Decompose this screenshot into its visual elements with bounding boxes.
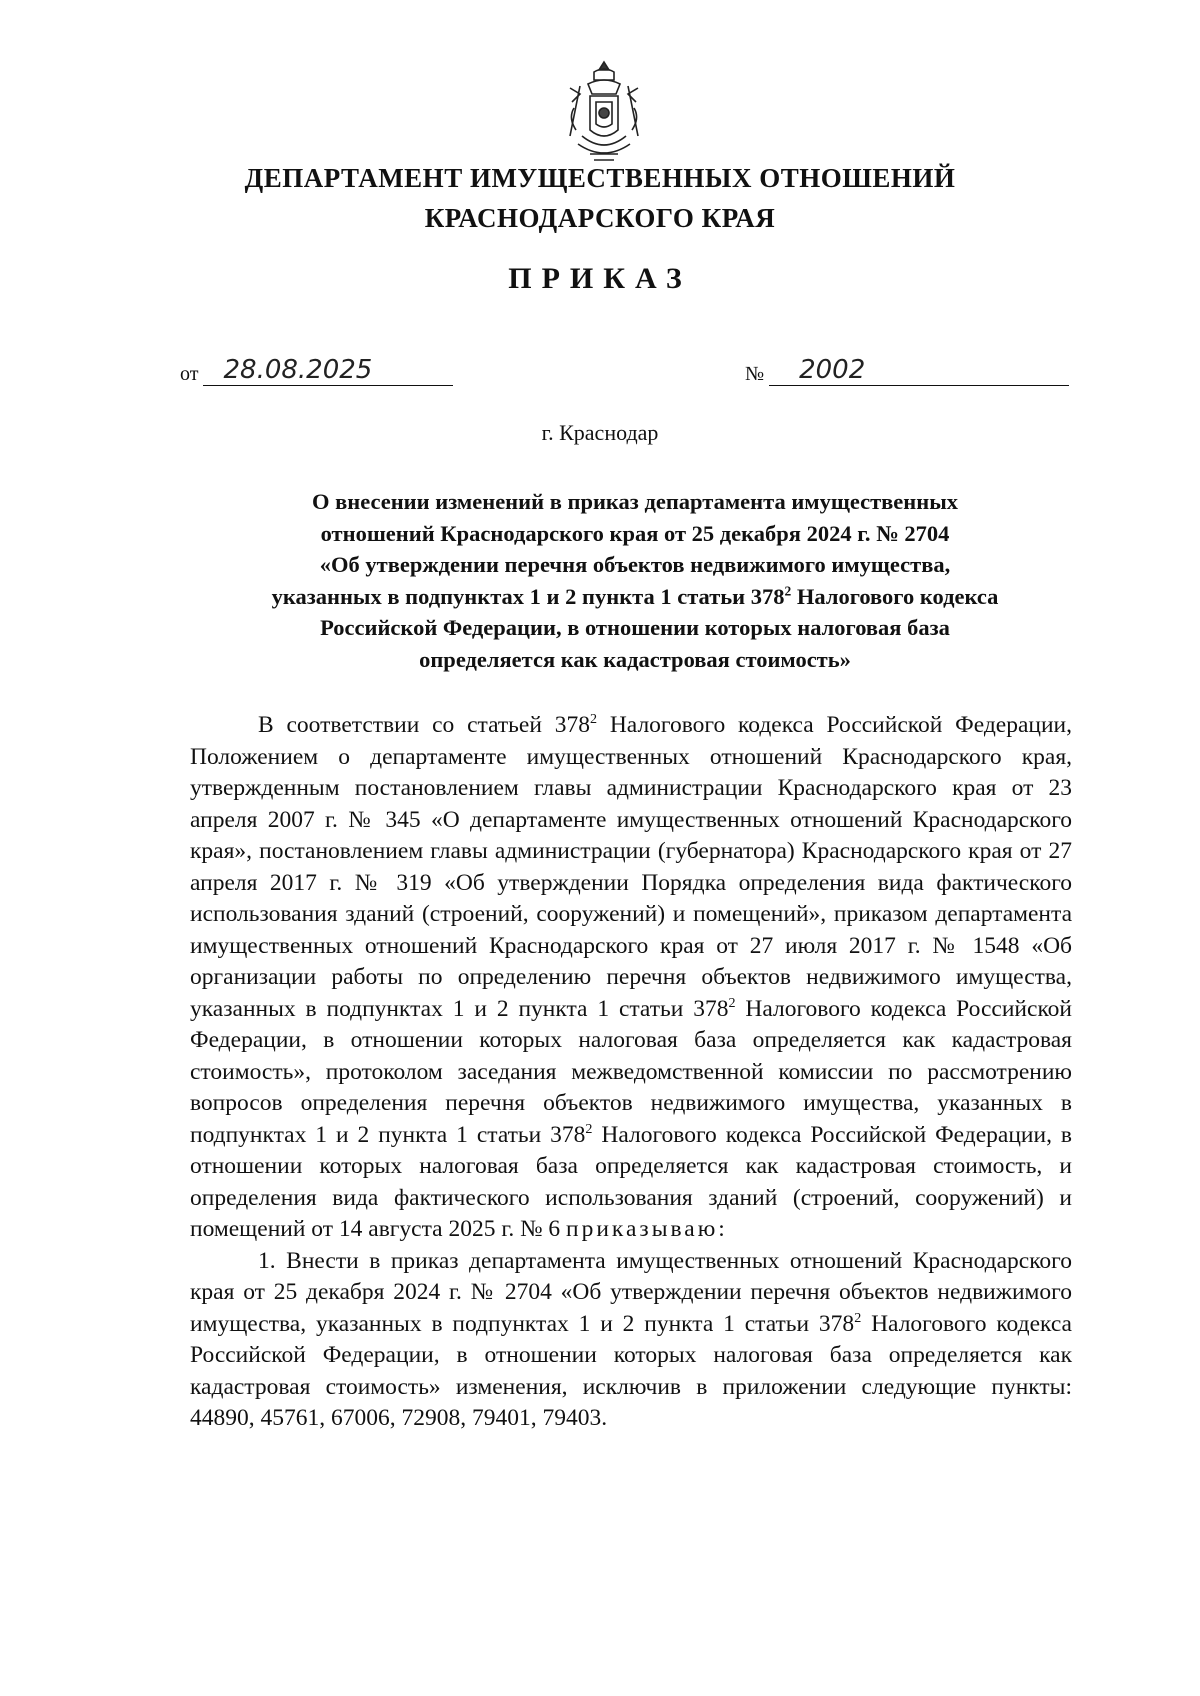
title-line: определяется как кадастровая стоимость» — [419, 646, 851, 672]
number-value: 2002 — [769, 355, 1069, 386]
title-line: О внесении изменений в приказ департамента имущественных — [311, 489, 959, 514]
body-text: Налогового кодекса Российской Федерации, в отношении которых налоговая база определяется как кадастровая стоимость» изменения, исключив в приложении следующие пункты: 44890, 45761, 67006, 72908, 79401, 79403. — [190, 1310, 1072, 1431]
body-text: 1. Внести в приказ департамента имущественных отношений Краснодарского края от 25 декабря 2024 г. № 2704 «Об утверждении перечня объектов недвижимого имущества, указанных в подпунктах 1 и 2 пункта 1 статьи 378 — [190, 1247, 1072, 1337]
number-line — [745, 355, 1069, 386]
title-text: Налогового кодекса — [791, 583, 999, 609]
superscript: 2 — [728, 994, 736, 1011]
superscript: 2 — [784, 583, 792, 599]
body-text: Налогового кодекса Российской Федерации, в отношении которых налоговая база определяется как кадастровая стоимость», протоколом заседания межведомственной комиссии по рассмотрению вопросов определения перечня объектов недвижимого имущества, указанных в подпунктах 1 и 2 пункта 1 статьи 378 — [190, 995, 1072, 1148]
paragraph-item-1 — [190, 1246, 1072, 1435]
document-body — [190, 710, 1072, 1435]
title-line — [200, 581, 1070, 613]
body-text: Налогового кодекса Российской Федерации, в отношении которых налоговая база определяется как кадастровая стоимость, и определения вида фактического использования зданий (строений, сооружений) и помещений от 14 августа 2025 г. № 6 — [190, 1121, 1072, 1242]
title-line: отношений Краснодарского края от 25 декабря 2024 г. № 2704 — [320, 520, 950, 546]
number-label: № — [745, 363, 765, 385]
title-line: Российской Федерации, в отношении которых налоговая база — [320, 615, 950, 641]
order-word: приказываю: — [566, 1216, 728, 1242]
title-line: «Об утверждении перечня объектов недвижимого имущества, — [319, 552, 951, 578]
department-line-2: КРАСНОДАРСКОГО КРАЯ — [424, 203, 776, 233]
city: г. Краснодар — [541, 420, 659, 445]
date-value: 28.08.2025 — [203, 355, 453, 386]
superscript: 2 — [854, 1309, 862, 1326]
date-line — [180, 355, 453, 386]
department-line-1: ДЕПАРТАМЕНТ ИМУЩЕСТВЕННЫХ ОТНОШЕНИЙ — [244, 163, 956, 193]
department-name — [0, 158, 1200, 238]
document-type: ПРИКАЗ — [508, 262, 692, 295]
superscript: 2 — [589, 711, 598, 728]
document-title — [200, 486, 1070, 676]
body-text: Налогового кодекса Российской Федерации, Положением о департаменте имущественных отношений Краснодарского края, утвержденным постановлением главы администрации Краснодарского края от 23 апреля 2007 г. № 345 «О департаменте имущественных отношений Краснодарского края», постановлением главы администрации (губернатора) Краснодарского края от 27 апреля 2017 г. № 319 «Об утверждении Порядка определения вида фактического использования зданий (строений, сооружений) и помещений», приказом департамента имущественных отношений Краснодарского края от 27 июля 2017 г. № 1548 «Об организации работы по определению перечня объектов недвижимого имущества, указанных в подпунктах 1 и 2 пункта 1 статьи 378 — [190, 712, 1072, 1022]
superscript: 2 — [585, 1120, 593, 1137]
paragraph-preamble — [190, 710, 1072, 1246]
date-label: от — [180, 363, 199, 385]
title-text: указанных в подпунктах 1 и 2 пункта 1 статьи 378 — [271, 583, 785, 609]
body-text: В соответствии со статьей 378 — [258, 712, 590, 738]
coat-of-arms-emblem — [560, 58, 648, 166]
